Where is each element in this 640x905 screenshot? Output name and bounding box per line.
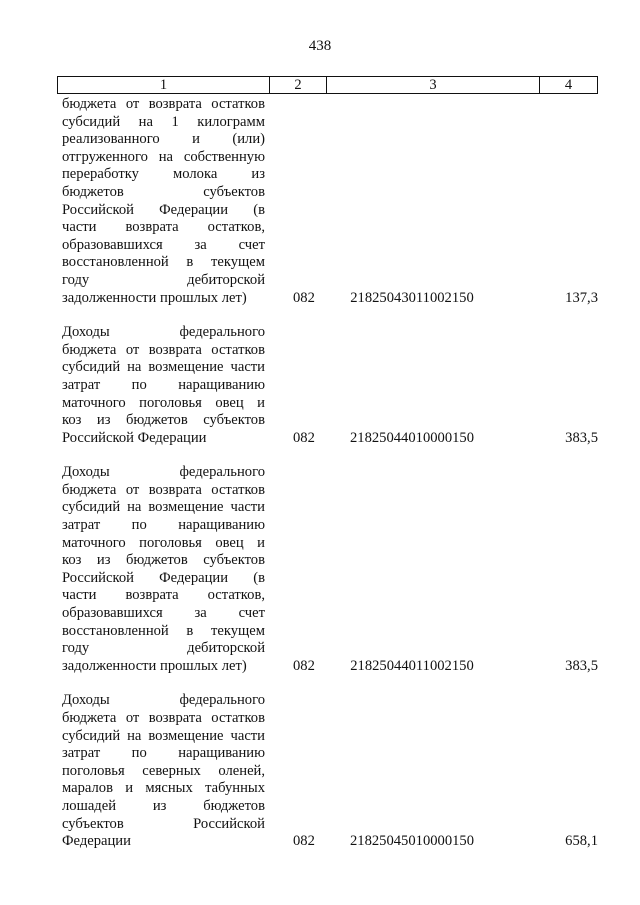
description-line: восстановленной в текущем	[62, 622, 265, 639]
kbk-code: 21825044010000150	[349, 429, 475, 446]
table-body	[0, 96, 640, 851]
admin-code: 082	[293, 657, 315, 674]
admin-code: 082	[293, 833, 315, 850]
description-line: части возврата остатков,	[62, 587, 265, 604]
table-row	[0, 464, 640, 675]
table-header-col-4: 4	[564, 77, 573, 93]
kbk-code: 21825043011002150	[350, 289, 474, 306]
description-line: Российской Федерации (в	[62, 201, 265, 218]
description-line: поголовья северных оленей,	[62, 762, 265, 779]
description-line: году дебиторской	[62, 271, 265, 288]
row-description	[62, 464, 265, 675]
description-line: реализованного и (или)	[62, 131, 265, 148]
table-row	[0, 96, 640, 307]
description-line: маточного поголовья овец и	[62, 394, 265, 411]
table-row	[0, 692, 640, 850]
page-number: 438	[308, 38, 332, 54]
description-line: бюджета от возврата остатков	[62, 96, 265, 112]
description-line: задолженности прошлых лет)	[62, 657, 247, 674]
table-header-col-3: 3	[327, 77, 540, 93]
table-header-row	[57, 76, 598, 94]
description-line: бюджета от возврата остатков	[62, 481, 265, 498]
description-line: Доходы федерального	[62, 464, 265, 481]
description-line: отгруженного на собственную	[62, 148, 265, 165]
description-line: субсидий на возмещение части	[62, 727, 265, 744]
description-line: субсидий на 1 килограмм	[62, 113, 265, 130]
description-line: Российской Федерации	[62, 429, 207, 446]
description-line: бюджета от возврата остатков	[62, 710, 265, 726]
description-line: Российской Федерации (в	[62, 569, 265, 586]
description-line: бюджета от возврата остатков	[62, 341, 265, 358]
description-line: маточного поголовья овец и	[62, 534, 265, 551]
description-line: году дебиторской	[62, 640, 265, 657]
row-description	[62, 324, 265, 447]
row-description	[62, 96, 265, 307]
description-line: затрат по наращиванию	[62, 376, 265, 393]
description-line: лошадей из бюджетов	[62, 797, 265, 814]
description-line: Федерации	[62, 833, 131, 850]
description-line: бюджетов субъектов	[62, 183, 265, 200]
admin-code: 082	[293, 289, 315, 306]
description-line: переработку молока из	[62, 166, 265, 183]
kbk-code: 21825044011002150	[350, 657, 474, 674]
amount-value: 137,3	[565, 289, 598, 306]
kbk-code: 21825045010000150	[349, 833, 475, 850]
description-line: субсидий на возмещение части	[62, 499, 265, 516]
table-header-col-2: 2	[270, 77, 327, 93]
amount-value: 658,1	[565, 833, 598, 850]
table-row	[0, 324, 640, 447]
amount-value: 383,5	[565, 429, 598, 446]
description-line: затрат по наращиванию	[62, 517, 265, 534]
row-description	[62, 692, 265, 850]
description-line: образовавшихся за счет	[62, 605, 265, 622]
admin-code: 082	[293, 429, 315, 446]
description-line: маралов и мясных табунных	[62, 780, 265, 797]
description-line: части возврата остатков,	[62, 219, 265, 236]
description-line: Доходы федерального	[62, 692, 265, 709]
description-line: Доходы федерального	[62, 324, 265, 341]
description-line: коз из бюджетов субъектов	[62, 412, 265, 429]
description-line: субсидий на возмещение части	[62, 359, 265, 376]
description-line: восстановленной в текущем	[62, 254, 265, 271]
description-line: коз из бюджетов субъектов	[62, 552, 265, 569]
description-line: затрат по наращиванию	[62, 745, 265, 762]
description-line: субъектов Российской	[62, 815, 265, 832]
description-line: образовавшихся за счет	[62, 236, 265, 253]
amount-value: 383,5	[565, 657, 598, 674]
table-header-col-1: 1	[58, 77, 270, 93]
description-line: задолженности прошлых лет)	[62, 289, 247, 306]
